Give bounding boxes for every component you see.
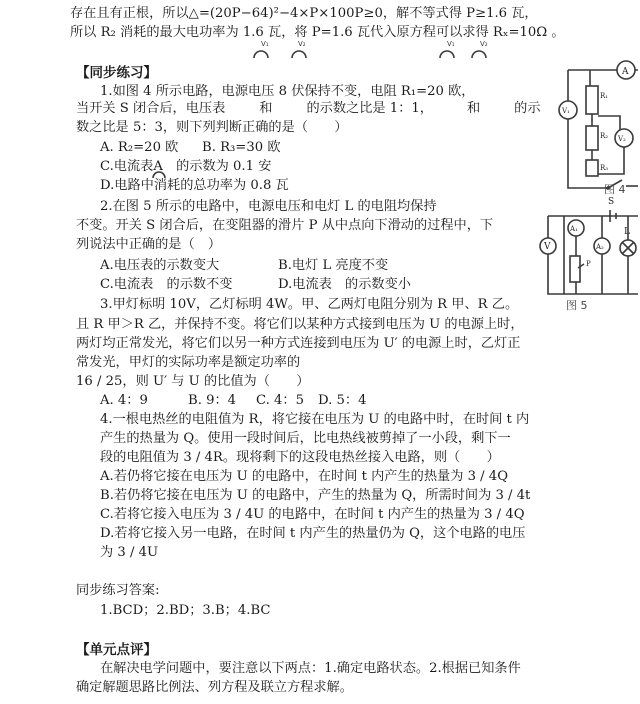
q3-option-b: B. 9：4 xyxy=(188,393,237,408)
q2-line-1: 2.在图 5 所示的电路中，电源电压和电灯 L 的电阻均保持 xyxy=(100,199,437,214)
q2-option-a: A.电压表的示数变大 xyxy=(100,258,220,273)
top-line-1: 存在且有正根，所以△=(20P−64)²−4×P×100P≥0，解不等式得 P≥1.6 瓦， xyxy=(70,6,538,21)
resistor-r3-icon xyxy=(586,160,598,176)
meter-label-v2b: V₂ xyxy=(480,40,488,48)
q4-option-a: A.若仍将它接在电压为 U 的电路中，在时间 t 内产生的热量为 3 / 4Q xyxy=(100,469,509,484)
q2-option-d: D.电流表 的示数变小 xyxy=(278,277,411,292)
fig5-label-p: P xyxy=(586,260,591,268)
review-line-1: 在解决电学问题中，要注意以下两点：1.确定电路状态。2.根据已知条件 xyxy=(100,661,521,676)
q1-line-1: 1.如图 4 所示电路，电源电压 8 伏保持不变，电阻 R₁=20 欧， xyxy=(100,84,475,99)
q4-option-c: C.若将它接入电压为 3 / 4U 的电路中，在时间 t 内产生的热量为 3 / 4Q xyxy=(100,507,525,522)
q4-option-d-line-1: D.若将它接入另一电路，在时间 t 内产生的热量仍为 Q，这个电路的电压 xyxy=(100,526,526,541)
meter-label-v1: V₁ xyxy=(261,40,269,48)
fig4-label-r1: R₁ xyxy=(600,92,609,100)
q1-option-c: C.电流表A 的示数为 0.1 安 xyxy=(100,159,272,174)
q1-option-b: B. R₃=30 欧 xyxy=(202,140,281,155)
q3-line-5: 16 / 25，则 U′ 与 U 的比值为（ ） xyxy=(76,374,310,389)
q3-option-a: A. 4：9 xyxy=(100,393,148,408)
fig4-label-s: S xyxy=(608,197,615,206)
q1-line-3: 数之比是 5：3，则下列判断正确的是（ ） xyxy=(76,120,348,135)
q2-option-b: B.电灯 L 亮度不变 xyxy=(278,258,389,273)
answers-text: 1.BCD；2.BD；3.B；4.BC xyxy=(100,603,271,618)
rheostat-icon xyxy=(570,256,580,282)
resistor-r1-icon xyxy=(586,86,598,114)
ammeter-symbol-q1 xyxy=(150,166,170,180)
review-heading: 【单元点评】 xyxy=(76,642,157,658)
fig5-label-v: V xyxy=(544,242,551,252)
q3-line-3: 两灯均正常发光，将它们以另一种方式连接到电压为 U′ 的电源上时，乙灯正 xyxy=(76,336,521,351)
resistor-r2-icon xyxy=(586,126,598,150)
fig4-label-a: A xyxy=(622,67,629,77)
fig4-label-r2: R₂ xyxy=(600,132,609,140)
q3-option-c: C. 4：5 xyxy=(256,393,304,408)
figure-4-caption: 图 4 xyxy=(604,183,626,196)
q3-line-2: 且 R 甲＞R 乙，并保持不变。将它们以某种方式接到电压为 U 的电源上时， xyxy=(76,317,524,332)
fig5-label-a2: A₂ xyxy=(596,243,604,251)
q1-option-d: D.电路中消耗的总功率为 0.8 瓦 xyxy=(100,178,289,193)
meter-label-v1b: V₁ xyxy=(447,40,455,48)
q3-line-4: 常发光，甲灯的实际功率是额定功率的 xyxy=(76,355,301,370)
fig5-label-l: L xyxy=(624,227,630,237)
practice-heading: 【同步练习】 xyxy=(76,65,157,81)
q4-line-1: 4.一根电热丝的电阻值为 R，将它接在电压为 U 的电路中时，在时间 t 内 xyxy=(100,412,530,427)
fig5-label-a1: A₁ xyxy=(570,225,578,233)
figure-4-circuit xyxy=(548,56,640,206)
fig4-label-v2: V₂ xyxy=(618,135,626,143)
top-line-2: 所以 R₂ 消耗的最大电功率为 1.6 瓦，将 P=1.6 瓦代入原方程可以求得 Rₓ=10Ω 。 xyxy=(70,25,565,40)
q4-line-2: 产生的热量为 Q。使用一段时间后，比电热线被剪掉了一小段，剩下一 xyxy=(100,431,511,446)
q2-line-3: 列说法中正确的是（ ） xyxy=(76,237,222,252)
answers-heading: 同步练习答案: xyxy=(76,583,160,598)
q1-option-a: A. R₂=20 欧 xyxy=(100,140,179,155)
q2-line-2: 不变。开关 S 闭合后，在变阻器的滑片 P 从中点向下滑动的过程中，下 xyxy=(76,218,494,233)
fig4-label-r3: R₃ xyxy=(600,164,609,172)
meter-label-v2: V₂ xyxy=(298,40,306,48)
q4-option-d-line-2: 为 3 / 4U xyxy=(100,545,159,560)
q4-line-3: 段的电阻值为 3 / 4R。现将剩下的这段电热丝接入电路，则（ ） xyxy=(100,450,500,465)
figure-5-circuit xyxy=(538,206,640,330)
q2-option-c: C.电流表 的示数不变 xyxy=(100,277,233,292)
fig4-label-v1: V₁ xyxy=(562,107,570,115)
q1-line-2: 当开关 S 闭合后，电压表 和 的示数之比是 1：1， 和 的示 xyxy=(76,101,541,116)
figure-5-caption: 图 5 xyxy=(566,299,588,312)
meter-symbols-row xyxy=(250,44,530,64)
review-line-2: 确定解题思路比例法、列方程及联立方程求解。 xyxy=(76,680,353,695)
q3-option-d: D. 5：4 xyxy=(318,393,367,408)
q4-option-b: B.若仍将它接在电压为 U 的电路中，产生的热量为 Q，所需时间为 3 / 4t xyxy=(100,488,531,503)
q3-line-1: 3.甲灯标明 10V，乙灯标明 4W。甲、乙两灯电阻分别为 R 甲、R 乙。 xyxy=(100,297,519,312)
